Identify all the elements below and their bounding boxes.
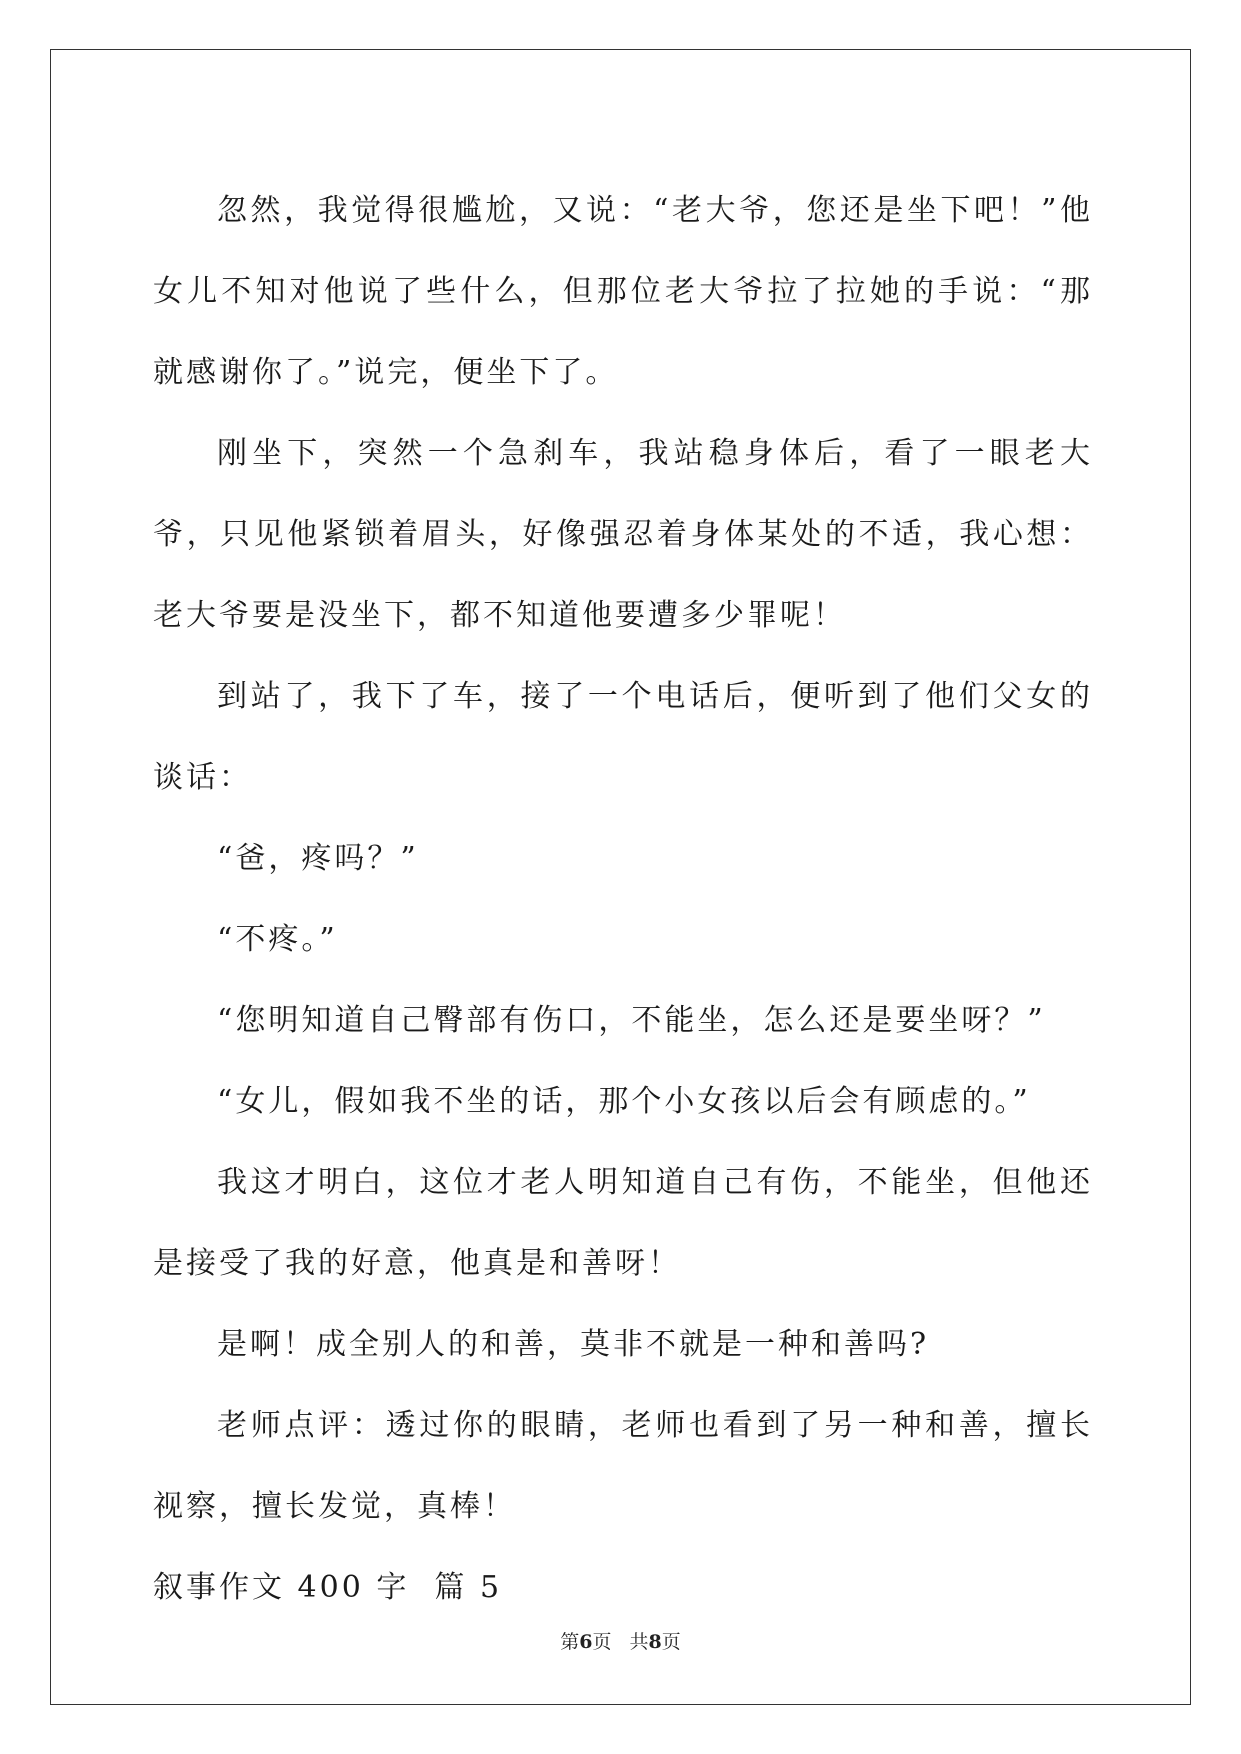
paragraph: 老师点评：透过你的眼睛，老师也看到了另一种和善，擅长视察，擅长发觉，真棒！ (153, 1408, 1093, 1524)
page-number-total: 8 (648, 1631, 662, 1653)
document-body (153, 170, 1093, 1628)
dialogue-line: “爸，疼吗？” (217, 841, 419, 876)
page-number-current: 6 (579, 1631, 593, 1653)
paragraph: 我这才明白，这位才老人明知道自己有伤，不能坐，但他还是接受了我的好意，他真是和善呀！ (153, 1165, 1093, 1281)
paragraph: 是啊！成全别人的和善，莫非不就是一种和善吗? (217, 1327, 930, 1362)
section-heading: 叙事作文 400 字 篇 5 (153, 1570, 503, 1605)
page-number-suffix: 页 (592, 1631, 612, 1653)
dialogue-line: “不疼。” (217, 922, 338, 957)
paragraph: 忽然，我觉得很尴尬，又说：“老大爷，您还是坐下吧！”他女儿不知对他说了些什么，但那位老大爷拉了拉她的手说：“那就感谢你了。”说完，便坐下了。 (153, 193, 1093, 390)
page-total-prefix: 共 (629, 1631, 649, 1653)
paragraph: 到站了，我下了车，接了一个电话后，便听到了他们父女的谈话： (153, 679, 1093, 795)
paragraph: 刚坐下，突然一个急刹车，我站稳身体后，看了一眼老大爷，只见他紧锁着眉头，好像强忍着身体某处的不适，我心想：老大爷要是没坐下，都不知道他要遭多少罪呢！ (153, 436, 1093, 633)
page-total-suffix: 页 (661, 1631, 681, 1653)
page-footer (0, 1627, 1241, 1654)
dialogue-line: “您明知道自己臀部有伤口，不能坐，怎么还是要坐呀？” (217, 1003, 1046, 1038)
dialogue-line: “女儿，假如我不坐的话，那个小女孩以后会有顾虑的。” (217, 1084, 1031, 1119)
page-number-prefix: 第 (560, 1631, 580, 1653)
